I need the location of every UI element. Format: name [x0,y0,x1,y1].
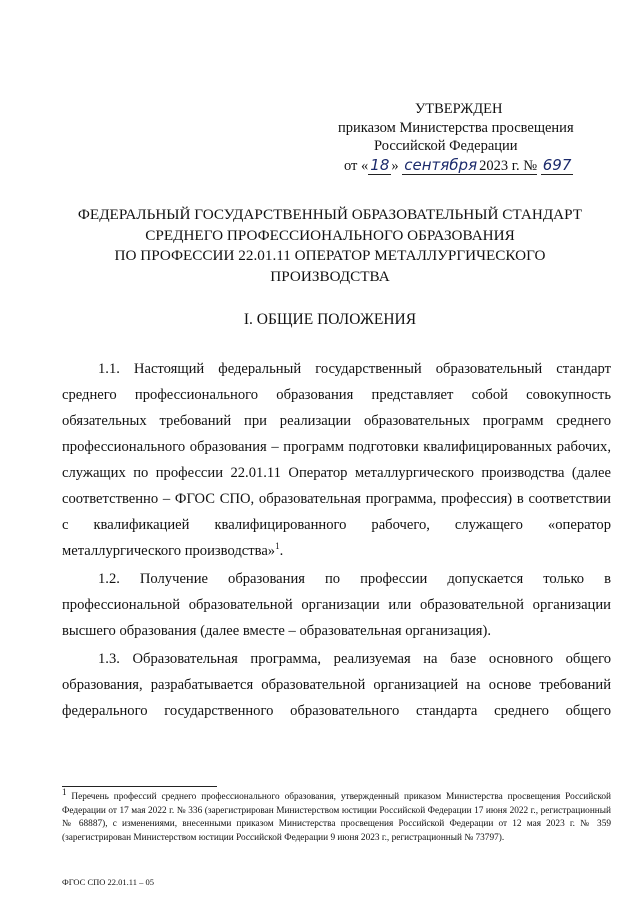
document-body [62,356,611,724]
footnote-text: Перечень профессий среднего профессионального образования, утвержденный приказом Министерства просвещения Российской Федерации от 17 мая 2022 г. № 336 (зарегистрирован Министерством юстиции Российской Федерации 17 июня 2022 г., регистрационный № 68887), с изменениями, внесенными приказом Министерства просвещения Российской Федерации от 12 мая 2023 г. № 359 (зарегистрирован Министерством юстиции Российской Федерации 9 июня 2023 г., регистрационный № 73797). [62,792,611,843]
paragraph-1-1-text: 1.1. Настоящий федеральный государственный образовательный стандарт среднего профессионального образования представляет собой совокупность обязательных требований при реализации образовательных программ среднего профессионального образования – программ подготовки квалифицированных рабочих, служащих по профессии 22.01.11 Оператор металлургического производства (далее соответственно – ФГОС СПО, образовательная программа, профессия) в соответствии с квалификацией квалифицированного рабочего, служащего «оператор металлургического производства» [62,361,611,559]
title-line-4: ПРОИЗВОДСТВА [270,267,390,285]
date-month-handwritten: сентября [404,156,478,174]
date-mid: » [391,158,399,174]
date-prefix: от « [344,158,369,174]
standard-title [60,205,600,287]
date-year: 2023 г. № [479,158,538,174]
paragraph-1-2: 1.2. Получение образования по профессии допускается только в профессиональной образовательной организации или образовательной организации высшего образования (далее вместе – образовательная организация). [62,571,611,639]
title-line-3: ПО ПРОФЕССИИ 22.01.11 ОПЕРАТОР МЕТАЛЛУРГИЧЕСКОГО [114,247,546,264]
order-number-handwritten: 697 [542,156,572,174]
title-line-2: СРЕДНЕГО ПРОФЕССИОНАЛЬНОГО ОБРАЗОВАНИЯ [145,226,515,244]
approval-date-line [344,156,573,175]
approval-line-federation: Российской Федерации [374,138,518,154]
approval-line-ministry: приказом Министерства просвещения [338,120,574,136]
footnote-divider [62,786,217,787]
date-day-handwritten: 18 [370,156,390,174]
footnote-ref: 1 [275,541,280,552]
section-heading: I. ОБЩИЕ ПОЛОЖЕНИЯ [243,311,417,328]
footnote [62,786,611,845]
footnote-mark: 1 [62,786,67,797]
paragraph-1-3: 1.3. Образовательная программа, реализуемая на базе основного общего образования, разрабатывается образовательной организацией на основе требований федерального государственного образовательного стандарта среднего общего [62,651,611,719]
page-footer: ФГОС СПО 22.01.11 – 05 [62,877,154,887]
paragraph-1-1: 1.1. Настоящий федеральный государственный образовательный стандарт среднего профессионального образования представляет собой совокупность обязательных требований при реализации образовательных программ среднего профессионального образования – программ подготовки квалифицированных рабочих, служащих по профессии 22.01.11 Оператор металлургического производства (далее соответственно – ФГОС СПО, образовательная программа, профессия) в соответствии с квалификацией квалифицированного рабочего, служащего «оператор металлургического производства»$^1$. [62,361,611,559]
approved-label: УТВЕРЖДЕН [415,101,503,117]
title-line-1: ФЕДЕРАЛЬНЫЙ ГОСУДАРСТВЕННЫЙ ОБРАЗОВАТЕЛЬНЫЙ СТАНДАРТ [77,206,583,223]
